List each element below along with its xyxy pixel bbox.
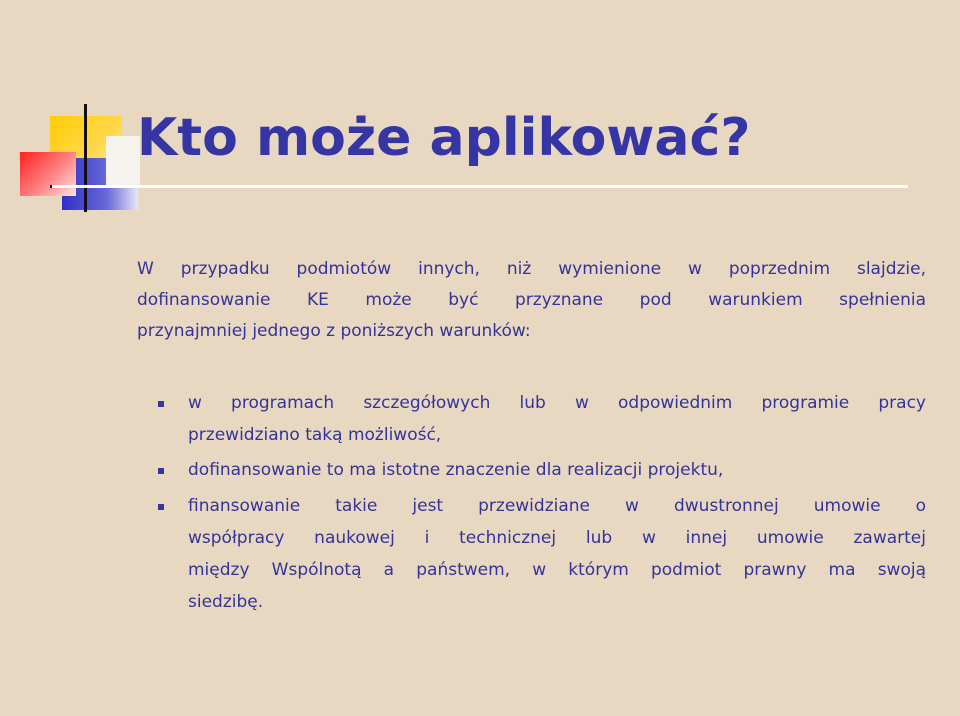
decorative-vertical-line (84, 104, 87, 212)
intro-line: przynajmniej jednego z poniższych warunków: (137, 321, 531, 341)
bullet-text (188, 387, 926, 451)
intro-line: W przypadku podmiotów innych, niż wymienione w poprzednim slajdzie, (137, 259, 926, 279)
bullet-square-icon (158, 401, 164, 407)
intro-paragraph (137, 254, 926, 347)
bullet-line: współpracy naukowej i technicznej lub w innej umowie zawartej (188, 528, 926, 548)
decorative-square-red (20, 152, 76, 196)
bullet-line: finansowanie takie jest przewidziane w dwustronnej umowie o (188, 496, 926, 516)
bullet-text (188, 490, 926, 618)
bullet-square-icon (158, 468, 164, 474)
decorative-square-white (106, 136, 140, 186)
bullet-line: w programach szczegółowych lub w odpowiednim programie pracy (188, 393, 926, 413)
bullet-text (188, 454, 926, 486)
title-underline (52, 185, 908, 188)
bullet-square-icon (158, 504, 164, 510)
bullet-line: dofinansowanie to ma istotne znaczenie dla realizacji projektu, (188, 460, 724, 480)
slide-title: Kto może aplikować? (137, 108, 751, 168)
bullet-line: siedzibę. (188, 592, 264, 612)
bullet-line: między Wspólnotą a państwem, w którym podmiot prawny ma swoją (188, 560, 926, 580)
intro-line: dofinansowanie KE może być przyznane pod warunkiem spełnienia (137, 290, 926, 310)
bullet-line: przewidziano taką możliwość, (188, 425, 442, 445)
